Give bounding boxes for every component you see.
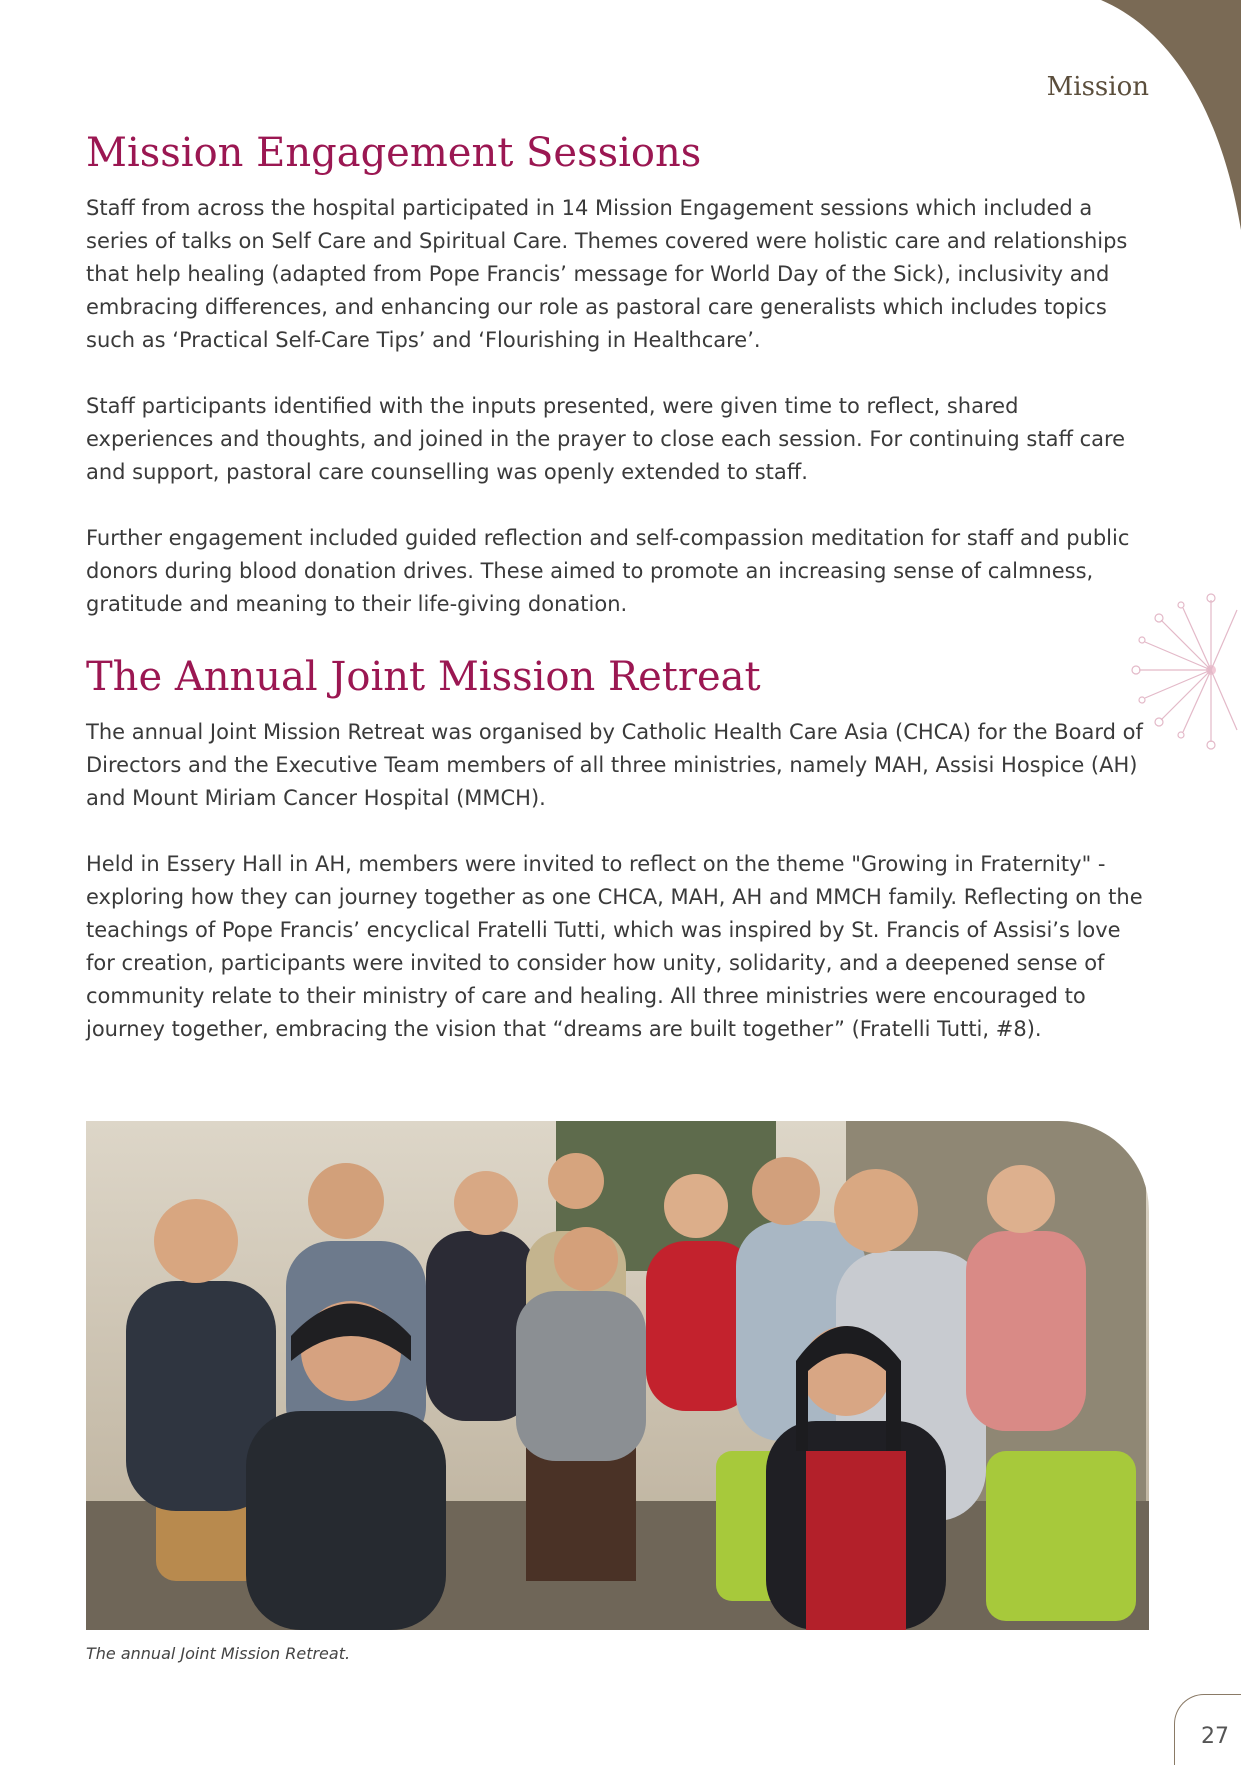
photo-illustration <box>86 1121 1149 1630</box>
photo-caption: The annual Joint Mission Retreat. <box>86 1644 351 1663</box>
paragraph: Staff participants identified with the inputs presented, were given time to reflect, shared experiences and thoughts, and joined in the prayer to close each session. For continuing staff care and support, pastoral care counselling was openly extended to staff. <box>86 394 1126 484</box>
section-title-mission-engagement: Mission Engagement Sessions <box>86 130 702 176</box>
page-number: 27 <box>1201 1724 1229 1749</box>
paragraph: Staff from across the hospital participated in 14 Mission Engagement sessions which included a series of talks on Self Care and Spiritual Care. Themes covered were holistic care and relationships that help healing (adapted from Pope Francis’ message for World Day of the Sick), inclusivity and embracing differences, and enhancing our role as pastoral care generalists which includes topics such as ‘Practical Self-Care Tips’ and ‘Flourishing in Healthcare’. <box>86 196 1128 352</box>
section-label: Mission <box>1046 72 1149 102</box>
paragraph: Further engagement included guided reflection and self-compassion meditation for staff and public donors during blood donation drives. These aimed to promote an increasing sense of calmness, gratitude and meaning to their life-giving donation. <box>86 526 1130 616</box>
retreat-group-photo <box>86 1121 1149 1630</box>
paragraph: The annual Joint Mission Retreat was organised by Catholic Health Care Asia (CHCA) for the Board of Directors and the Executive Team members of all three ministries, namely MAH, Assisi Hospice (AH) and Mount Miriam Cancer Hospital (MMCH). <box>86 720 1143 810</box>
section-title-joint-mission-retreat: The Annual Joint Mission Retreat <box>86 654 761 700</box>
page-content <box>86 130 1146 1079</box>
paragraph: Held in Essery Hall in AH, members were invited to reflect on the theme "Growing in Fraternity" - exploring how they can journey together as one CHCA, MAH, AH and MMCH family. Reflecting on the teachings of Pope Francis’ encyclical Fratelli Tutti, which was inspired by St. Francis of Assisi’s love for creation, participants were invited to consider how unity, solidarity, and a deepened sense of community relate to their ministry of care and healing. All three ministries were encouraged to journey together, embracing the vision that “dreams are built together” (Fratelli Tutti, #8). <box>86 852 1143 1041</box>
